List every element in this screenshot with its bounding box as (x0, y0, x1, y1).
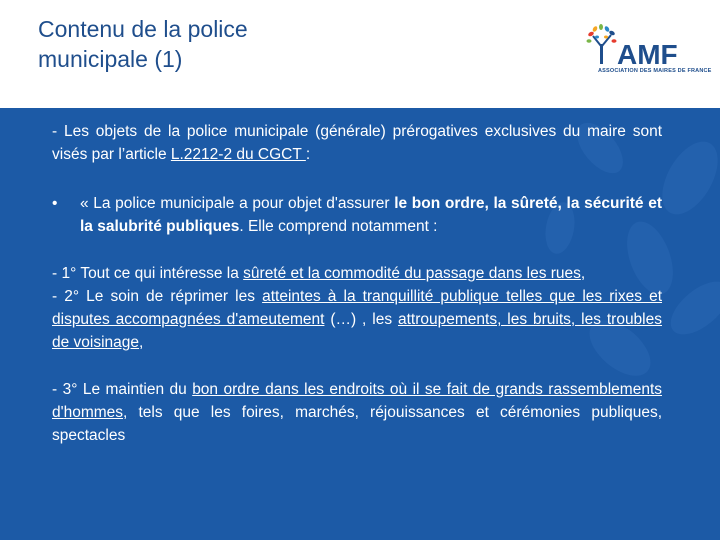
header (0, 0, 720, 108)
logo-subtitle: ASSOCIATION DES MAIRES DE FRANCE (598, 68, 712, 74)
page-title-line-1: Contenu de la police (38, 16, 248, 42)
item-2-underlined-1: atteintes à la tranquillité publique telles que les rixes et disputes accompagnées d'ameutement (52, 288, 663, 328)
item-1 (52, 262, 662, 285)
item-2-text: - 2° Le soin de réprimer les (52, 288, 263, 305)
bullet-marker: • (52, 195, 58, 212)
tree-icon (587, 24, 617, 64)
item-1-underlined: sûreté et la commodité du passage dans les rues (243, 265, 581, 282)
bullet-text-start: « La police municipale a pour objet d'assurer (80, 195, 395, 212)
item-3 (52, 378, 662, 447)
item-3-end: , tels que les foires, marchés, réjouissances et cérémonies publiques, spectacles (52, 404, 662, 444)
bullet-quote (52, 192, 662, 238)
page-title (38, 14, 458, 74)
logo-text: AMF (617, 39, 678, 70)
item-2-end: , (139, 334, 144, 351)
item-2-mid: (…) , les (324, 311, 398, 328)
item-2 (52, 285, 662, 354)
item-1-end: , (580, 265, 586, 282)
item-3-text: - 3° Le maintien du (52, 381, 193, 398)
cgct-article-link[interactable]: L.2212-2 du CGCT (170, 146, 306, 163)
intro-text: - Les objets de la police municipale (générale) prérogatives exclusives du maire sont visés par l’article (52, 123, 662, 163)
item-1-text: - 1° Tout ce qui intéresse la (52, 265, 244, 282)
bullet-text-bold: le bon ordre, la sûreté, la sécurité et la salubrité publiques (80, 195, 662, 235)
content-body (52, 120, 662, 447)
item-3-underlined: bon ordre dans les endroits où il se fait de grands rassemblements d'hommes (52, 381, 662, 421)
intro-end: : (305, 146, 311, 163)
item-2-underlined-2: attroupements, les bruits, les troubles de voisinage (52, 311, 662, 351)
content-panel (0, 108, 720, 540)
intro-paragraph (52, 120, 662, 166)
bullet-text-end: . Elle comprend notamment : (239, 218, 438, 235)
page-title-line-2: municipale (1) (38, 46, 183, 72)
